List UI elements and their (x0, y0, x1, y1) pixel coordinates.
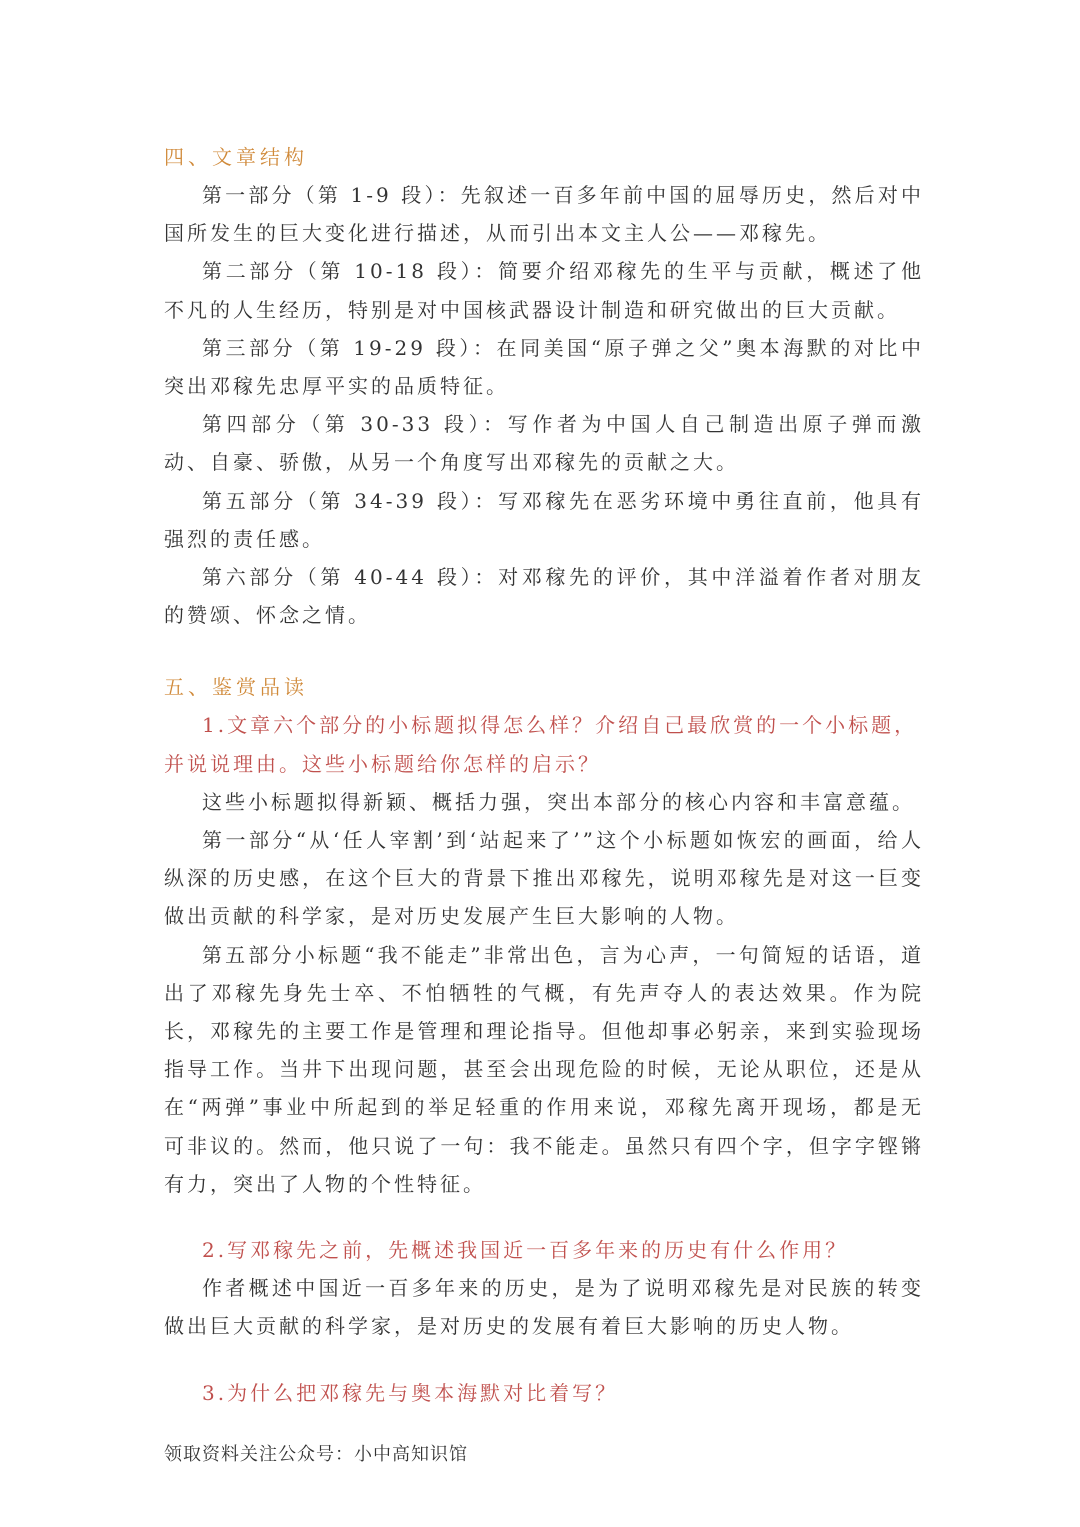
section-heading-structure: 四、文章结构 (164, 145, 308, 169)
paragraph: 第二部分（第 10-18 段）：简要介绍邓稼先的生平与贡献，概述了他不凡的人生经历，特别是对中国核武器设计制造和研究做出的巨大贡献。 (164, 259, 924, 322)
paragraph: 第三部分（第 19-29 段）：在同美国“原子弹之父”奥本海默的对比中突出邓稼先忠厚平实的品质特征。 (164, 335, 924, 399)
paragraph: 第四部分（第 30-33 段）：写作者为中国人自己制造出原子弹而激动、自豪、骄傲，从另一个角度写出邓稼先的贡献之大。 (164, 412, 924, 475)
footer-note: 领取资料关注公众号：小中高知识馆 (164, 1444, 468, 1465)
spacer (164, 1203, 924, 1231)
answer-paragraph: 这些小标题拟得新颖、概括力强，突出本部分的核心内容和丰富意蕴。 (202, 789, 915, 814)
paragraph: 第五部分（第 34-39 段）：写邓稼先在恶劣环境中勇往直前，他具有强烈的责任感。 (164, 488, 924, 551)
document-page (164, 138, 924, 1412)
answer-paragraph: 第五部分小标题“我不能走”非常出色，言为心声，一句简短的话语，道出了邓稼先身先士卒、不怕牺牲的气概，有先声夺人的表达效果。作为院长，邓稼先的主要工作是管理和理论指导。但他却事必躬亲，来到实验现场指导工作。当井下出现问题，甚至会出现危险的时候，无论从职位，还是从在“两弹”事业中所起到的举足轻重的作用来说，邓稼先离开现场，都是无可非议的。然而，他只说了一句：我不能走。虽然只有四个字，但字字铿锵有力，突出了人物的个性特征。 (164, 942, 924, 1196)
question-1: 1.文章六个部分的小标题拟得怎么样？介绍自己最欣赏的一个小标题，并说说理由。这些小标题给你怎样的启示？ (164, 713, 918, 776)
question-2: 2.写邓稼先之前，先概述我国近一百多年来的历史有什么作用？ (202, 1238, 849, 1263)
paragraph: 第六部分（第 40-44 段）：对邓稼先的评价，其中洋溢着作者对朋友的赞颂、怀念之情。 (164, 565, 924, 628)
answer-paragraph: 作者概述中国近一百多年来的历史，是为了说明邓稼先是对民族的转变做出巨大贡献的科学家，是对历史的发展有着巨大影响的历史人物。 (164, 1276, 924, 1339)
answer-paragraph: 第一部分“从‘任人宰割’到‘站起来了’”这个小标题如恢宏的画面，给人纵深的历史感，在这个巨大的背景下推出邓稼先，说明邓稼先是对这一巨变做出贡献的科学家，是对历史发展产生巨大影响的人物。 (164, 828, 924, 929)
spacer (164, 634, 924, 668)
question-3: 3.为什么把邓稼先与奥本海默对比着写？ (202, 1380, 619, 1405)
section-heading-appreciation: 五、鉴赏品读 (164, 675, 308, 700)
paragraph: 第一部分（第 1-9 段）：先叙述一百多年前中国的屈辱历史，然后对中国所发生的巨大变化进行描述，从而引出本文主人公——邓稼先。 (164, 183, 924, 246)
spacer (164, 1346, 924, 1374)
